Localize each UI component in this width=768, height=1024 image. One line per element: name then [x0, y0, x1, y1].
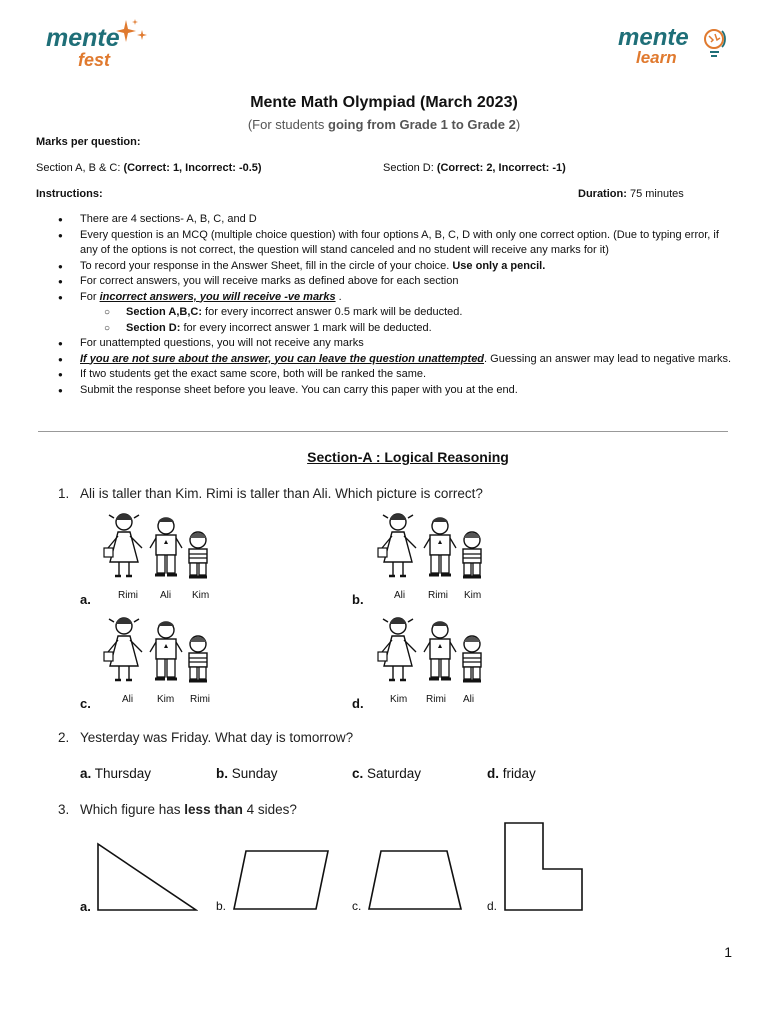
question-number: 3. — [58, 802, 70, 817]
question-1 — [0, 486, 768, 506]
q3-option-b-label: b. — [216, 899, 227, 913]
marks-heading: Marks per question: — [36, 136, 141, 148]
kid-name: Kim — [157, 694, 175, 705]
kid-name: Kim — [390, 694, 408, 705]
kids-picture-a — [98, 510, 220, 584]
kid-name: Ali — [122, 694, 134, 705]
instruction-item: ● There are 4 sections- A, B, C, and D — [58, 212, 738, 228]
divider — [38, 431, 728, 432]
marks-section-d: Section D: (Correct: 2, Incorrect: -1) — [383, 162, 566, 174]
lightbulb-icon — [702, 28, 728, 62]
trapezoid-shape — [367, 849, 463, 911]
instructions-heading: Instructions: — [36, 188, 103, 200]
instruction-item: ● If two students get the exact same score, both will be ranked the same. — [58, 367, 738, 383]
question-2 — [0, 730, 768, 750]
instruction-item: ● For incorrect answers, you will receive -ve marks . — [58, 290, 738, 306]
kid-name: Rimi — [426, 694, 446, 705]
kids-picture-b — [372, 510, 494, 584]
kid-name: Ali — [160, 590, 172, 601]
instruction-subitem: ○ Section D: for every incorrect answer 1 mark will be deducted. — [58, 321, 738, 337]
question-text: Which figure has less than 4 sides? — [80, 802, 297, 817]
question-text: Yesterday was Friday. What day is tomorrow? — [80, 730, 354, 745]
kids-picture-c — [98, 614, 220, 688]
q2-option-d: d. friday — [487, 766, 536, 781]
instruction-item: ● Every question is an MCQ (multiple choice question) with four options A, B, C, D with only one correct option. (Due to typing error, if any of the options is not correct, the question will stand canceled and no student will receive any marks for it) — [58, 228, 738, 259]
q1-option-d-label: d. — [352, 696, 364, 711]
parallelogram-shape — [232, 849, 330, 911]
question-3 — [0, 802, 768, 822]
kid-name: Rimi — [428, 590, 448, 601]
q1-option-a-label: a. — [80, 592, 91, 607]
kid-name: Ali — [394, 590, 406, 601]
page-subtitle: (For students going from Grade 1 to Grade 2) — [247, 117, 521, 132]
l-shape — [503, 821, 585, 912]
q2-option-c: c. Saturday — [352, 766, 422, 781]
q2-option-a: a. Thursday — [80, 766, 152, 781]
mente-learn-logo-top: mente — [618, 24, 689, 51]
mente-fest-logo-bottom: fest — [78, 50, 111, 70]
kid-name: Ali — [463, 694, 475, 705]
question-text: Ali is taller than Kim. Rimi is taller than Ali. Which picture is correct? — [80, 486, 483, 501]
section-a-title: Section-A : Logical Reasoning — [307, 449, 509, 465]
kid-name: Rimi — [190, 694, 210, 705]
q3-option-a-label: a. — [80, 899, 91, 914]
question-number: 1. — [58, 486, 70, 501]
instruction-item: ● For correct answers, you will receive marks as defined above for each section — [58, 274, 738, 290]
sparkle-icon — [116, 18, 152, 48]
duration: Duration: 75 minutes — [578, 188, 684, 200]
mente-learn-logo-bottom: learn — [636, 48, 677, 67]
q1-option-b-label: b. — [352, 592, 364, 607]
kid-name: Rimi — [118, 590, 138, 601]
instructions-list — [58, 212, 738, 398]
kids-picture-d — [372, 614, 494, 688]
kid-name: Kim — [192, 590, 210, 601]
kid-name: Kim — [464, 590, 482, 601]
question-number: 2. — [58, 730, 70, 745]
instruction-item: ● Submit the response sheet before you leave. You can carry this paper with you at the end. — [58, 383, 738, 399]
page-number: 1 — [724, 944, 732, 960]
q3-option-d-label: d. — [487, 899, 498, 913]
q1-option-c-label: c. — [80, 696, 91, 711]
marks-section-abc: Section A, B & C: (Correct: 1, Incorrect: -0.5) — [36, 162, 262, 174]
mente-fest-logo-top: mente — [46, 24, 120, 52]
instruction-item: ● For unattempted questions, you will not receive any marks — [58, 336, 738, 352]
instruction-subitem: ○ Section A,B,C: for every incorrect answer 0.5 mark will be deducted. — [58, 305, 738, 321]
instruction-item: ● If you are not sure about the answer, you can leave the question unattempted. Guessing an answer may lead to negative marks. — [58, 352, 738, 368]
mente-fest-logo — [38, 18, 154, 72]
q3-option-c-label: c. — [352, 899, 362, 913]
mente-learn-logo — [616, 22, 732, 70]
page-title: Mente Math Olympiad (March 2023) — [250, 94, 518, 111]
q2-option-b: b. Sunday — [216, 766, 278, 781]
triangle-shape — [96, 842, 198, 912]
instruction-item: ● To record your response in the Answer Sheet, fill in the circle of your choice. Use only a pencil. — [58, 259, 738, 275]
